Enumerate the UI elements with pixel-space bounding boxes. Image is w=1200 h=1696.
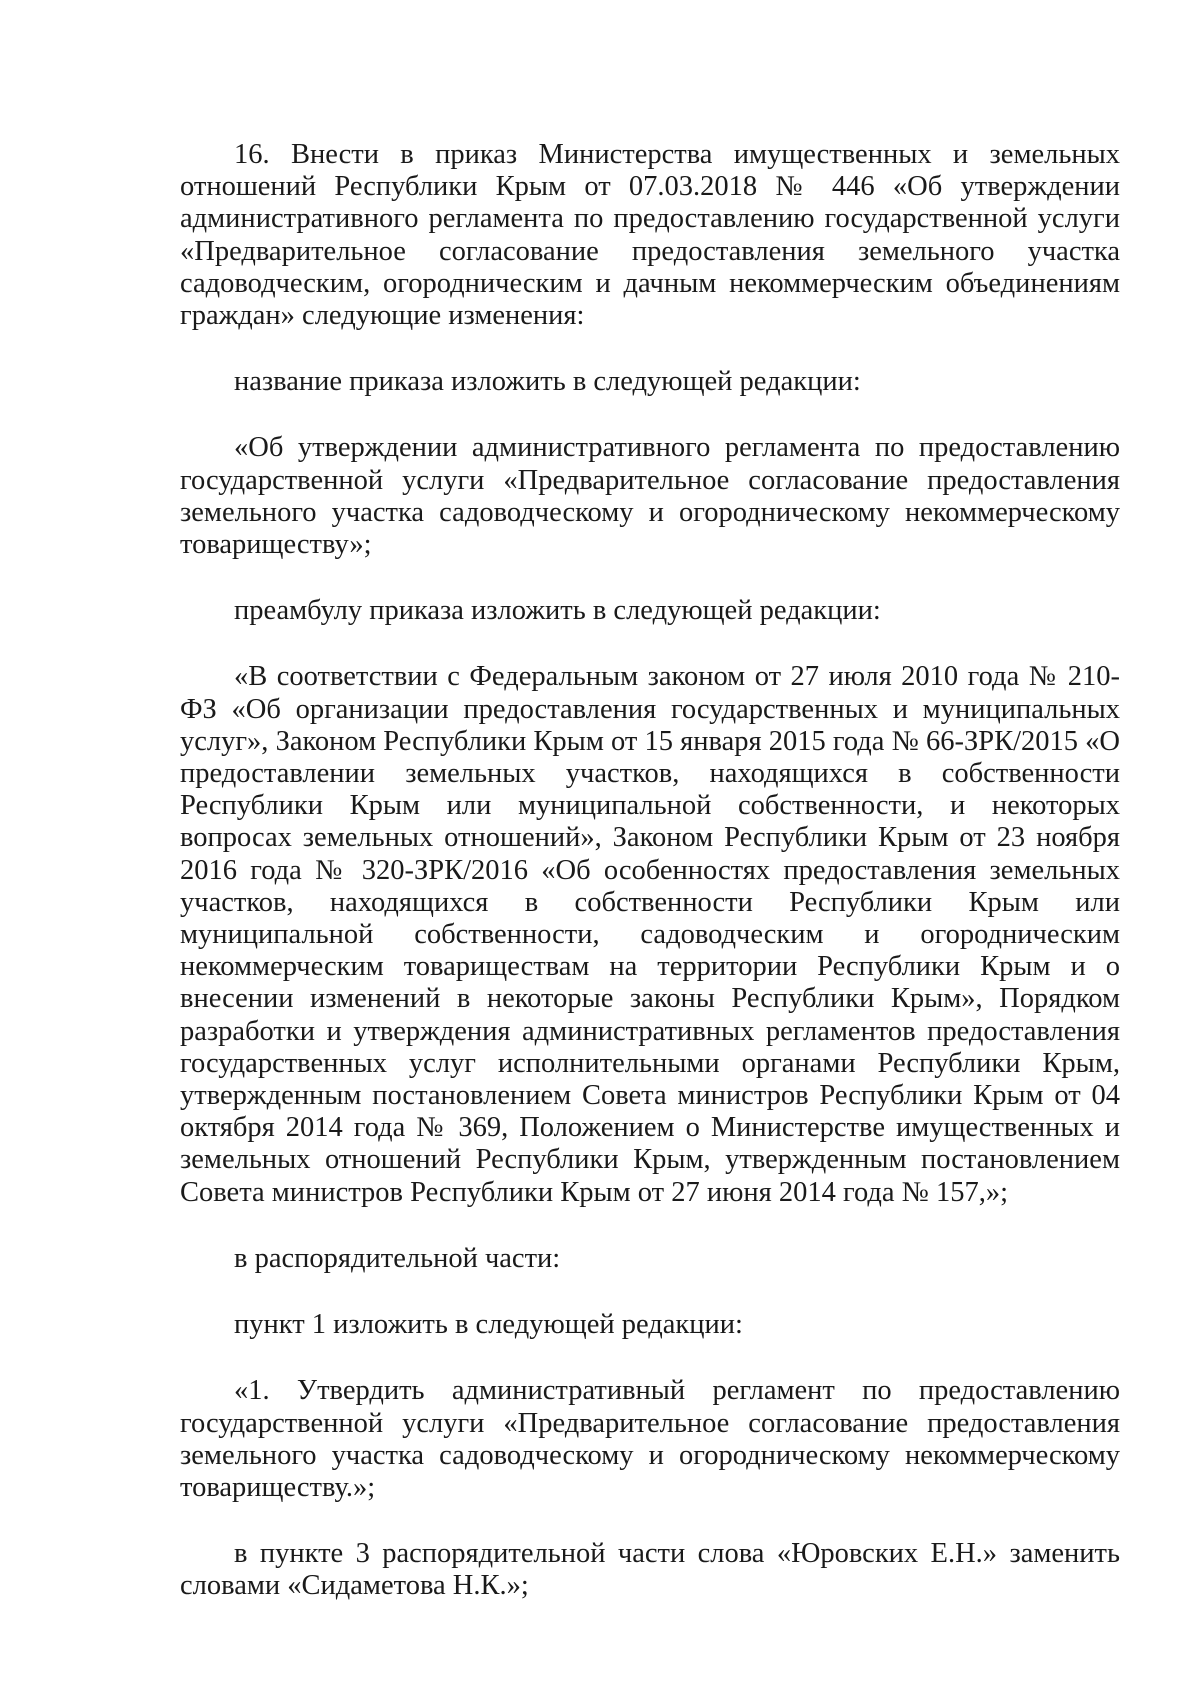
paragraph-item-16: 16. Внести в приказ Министерства имущественных и земельных отношений Республики Крым от 07.03.2018 № 446 «Об утверждении административного регламента по предоставлению государственной услуги «Предварительное согласование предоставления земельного участка садоводческим, огородническим и дачным некоммерческим объединениям граждан» следующие изменения: — [180, 139, 1120, 332]
paragraph-new-point-1: «1. Утвердить административный регламент по предоставлению государственной услуги «Предварительное согласование предоставления земельного участка садоводческому и огородническому некоммерческому товариществу.»; — [180, 1375, 1120, 1503]
document-body — [180, 139, 1120, 1603]
paragraph-new-preamble: «В соответствии с Федеральным законом от 27 июля 2010 года № 210-ФЗ «Об организации предоставления государственных и муниципальных услуг», Законом Республики Крым от 15 января 2015 года № 66-ЗРК/2015 «О предоставлении земельных участков, находящихся в собственности Республики Крым или муниципальной собственности, и некоторых вопросах земельных отношений», Законом Республики Крым от 23 ноября 2016 года № 320-ЗРК/2016 «Об особенностях предоставления земельных участков, находящихся в собственности Республики Крым или муниципальной собственности, садоводческим и огородническим некоммерческим товариществам на территории Республики Крым и о внесении изменений в некоторые законы Республики Крым», Порядком разработки и утверждения административных регламентов предоставления государственных услуг исполнительными органами Республики Крым, утвержденным постановлением Совета министров Республики Крым от 04 октября 2014 года № 369, Положением о Министерстве имущественных и земельных отношений Республики Крым, утвержденным постановлением Совета министров Республики Крым от 27 июня 2014 года № 157,»; — [180, 661, 1120, 1208]
paragraph-new-order-title: «Об утверждении административного регламента по предоставлению государственной услуги «Предварительное согласование предоставления земельного участка садоводческому и огородническому некоммерческому товариществу»; — [180, 432, 1120, 561]
paragraph-order-title-instruction: название приказа изложить в следующей редакции: — [234, 366, 861, 398]
paragraph-point-1-instruction: пункт 1 изложить в следующей редакции: — [234, 1309, 743, 1341]
paragraph-preamble-instruction: преамбулу приказа изложить в следующей редакции: — [234, 595, 881, 627]
paragraph-operative-part: в распорядительной части: — [234, 1242, 561, 1274]
paragraph-point-3-change: в пункте 3 распорядительной части слова «Юровских Е.Н.» заменить словами «Сидаметова Н.К.»; — [180, 1538, 1120, 1602]
